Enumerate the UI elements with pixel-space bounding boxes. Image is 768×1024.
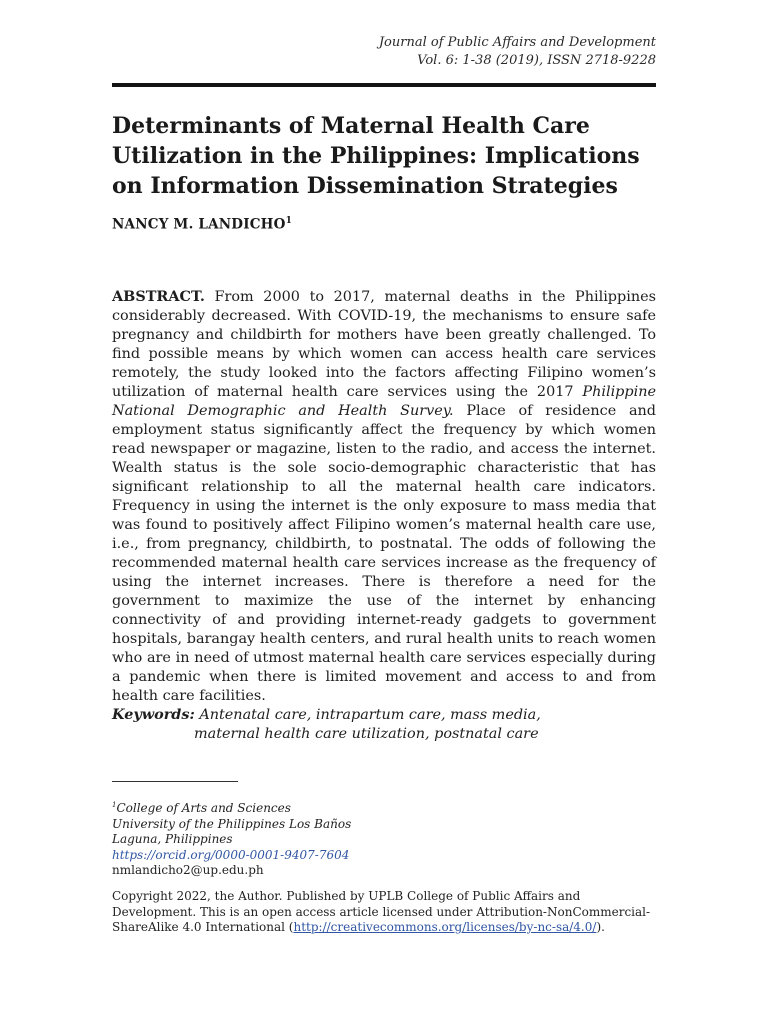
- survey-name: Philippine National Demographic and Health Survey.: [112, 384, 656, 419]
- author-affiliation-marker: 1: [285, 216, 293, 226]
- copyright-text: Copyright 2022, the Author. Published by UPLB College of Public Affairs and Development. This is an open access article licensed under Attribution-NonCommercial-ShareAlike 4.0 International (: [112, 889, 651, 934]
- keywords-line2: maternal health care utilization, postnatal care: [194, 726, 539, 742]
- footnote-rule: [112, 781, 238, 782]
- footnote-location: Laguna, Philippines: [112, 832, 233, 846]
- copyright-end: ).: [596, 920, 605, 934]
- journal-volume: Vol. 6: 1-38 (2019), ISSN 2718-9228: [417, 53, 656, 68]
- author-email: nmlandicho2@up.edu.ph: [112, 863, 264, 877]
- abstract-text-part1: From 2000 to 2017, maternal deaths in the Philippines considerably decreased. With COVID-19, the mechanisms to ensure safe pregnancy and childbirth for mothers have been greatly challenged. To find possible means by which women can access health care services remotely, the study looked into the factors affecting Filipino women’s utilization of maternal health care services using the 2017: [112, 289, 656, 400]
- abstract-text-part2: Place of residence and employment status significantly affect the frequency by which women read newspaper or magazine, listen to the radio, and access the internet. Wealth status is the sole socio-demographic characteristic that has significant relationship to all the maternal health care indicators. Frequency in using the internet is the only exposure to mass media that was found to positively affect Filipino women’s maternal health care use, i.e., from pregnancy, childbirth, to postnatal. The odds of following the recommended maternal health care services increase as the frequency of using the internet increases. There is therefore a need for the government to maximize the use of the internet by enhancing connectivity of and providing internet-ready gadgets to government hospitals, barangay health centers, and rural health units to reach women who are in need of utmost maternal health care services especially during a pandemic when there is limited movement and access to and from health care facilities.: [112, 403, 657, 704]
- journal-header: [379, 34, 656, 70]
- copyright-notice: [112, 889, 658, 936]
- abstract-label: ABSTRACT.: [112, 288, 205, 305]
- license-link[interactable]: http://creativecommons.org/licenses/by-nc-sa/4.0/: [293, 920, 597, 934]
- keywords: [112, 705, 672, 744]
- author-line: [112, 216, 292, 233]
- keywords-line1: Antenatal care, intrapartum care, mass media,: [199, 707, 541, 723]
- footnote-marker: 1: [112, 801, 117, 809]
- footnote: [112, 798, 351, 879]
- keywords-label: Keywords:: [112, 706, 195, 723]
- article-title: Determinants of Maternal Health Care Utilization in the Philippines: Implications on Information Dissemination Strategies: [112, 113, 640, 199]
- author-name: NANCY M. LANDICHO: [112, 216, 286, 233]
- footnote-affiliation: College of Arts and Sciences: [116, 801, 291, 815]
- header-rule: [112, 83, 656, 87]
- orcid-link[interactable]: https://orcid.org/0000-0001-9407-7604: [112, 847, 350, 862]
- journal-name: Journal of Public Affairs and Development: [378, 35, 656, 50]
- footnote-university: University of the Philippines Los Baños: [112, 816, 352, 831]
- abstract: [112, 287, 656, 706]
